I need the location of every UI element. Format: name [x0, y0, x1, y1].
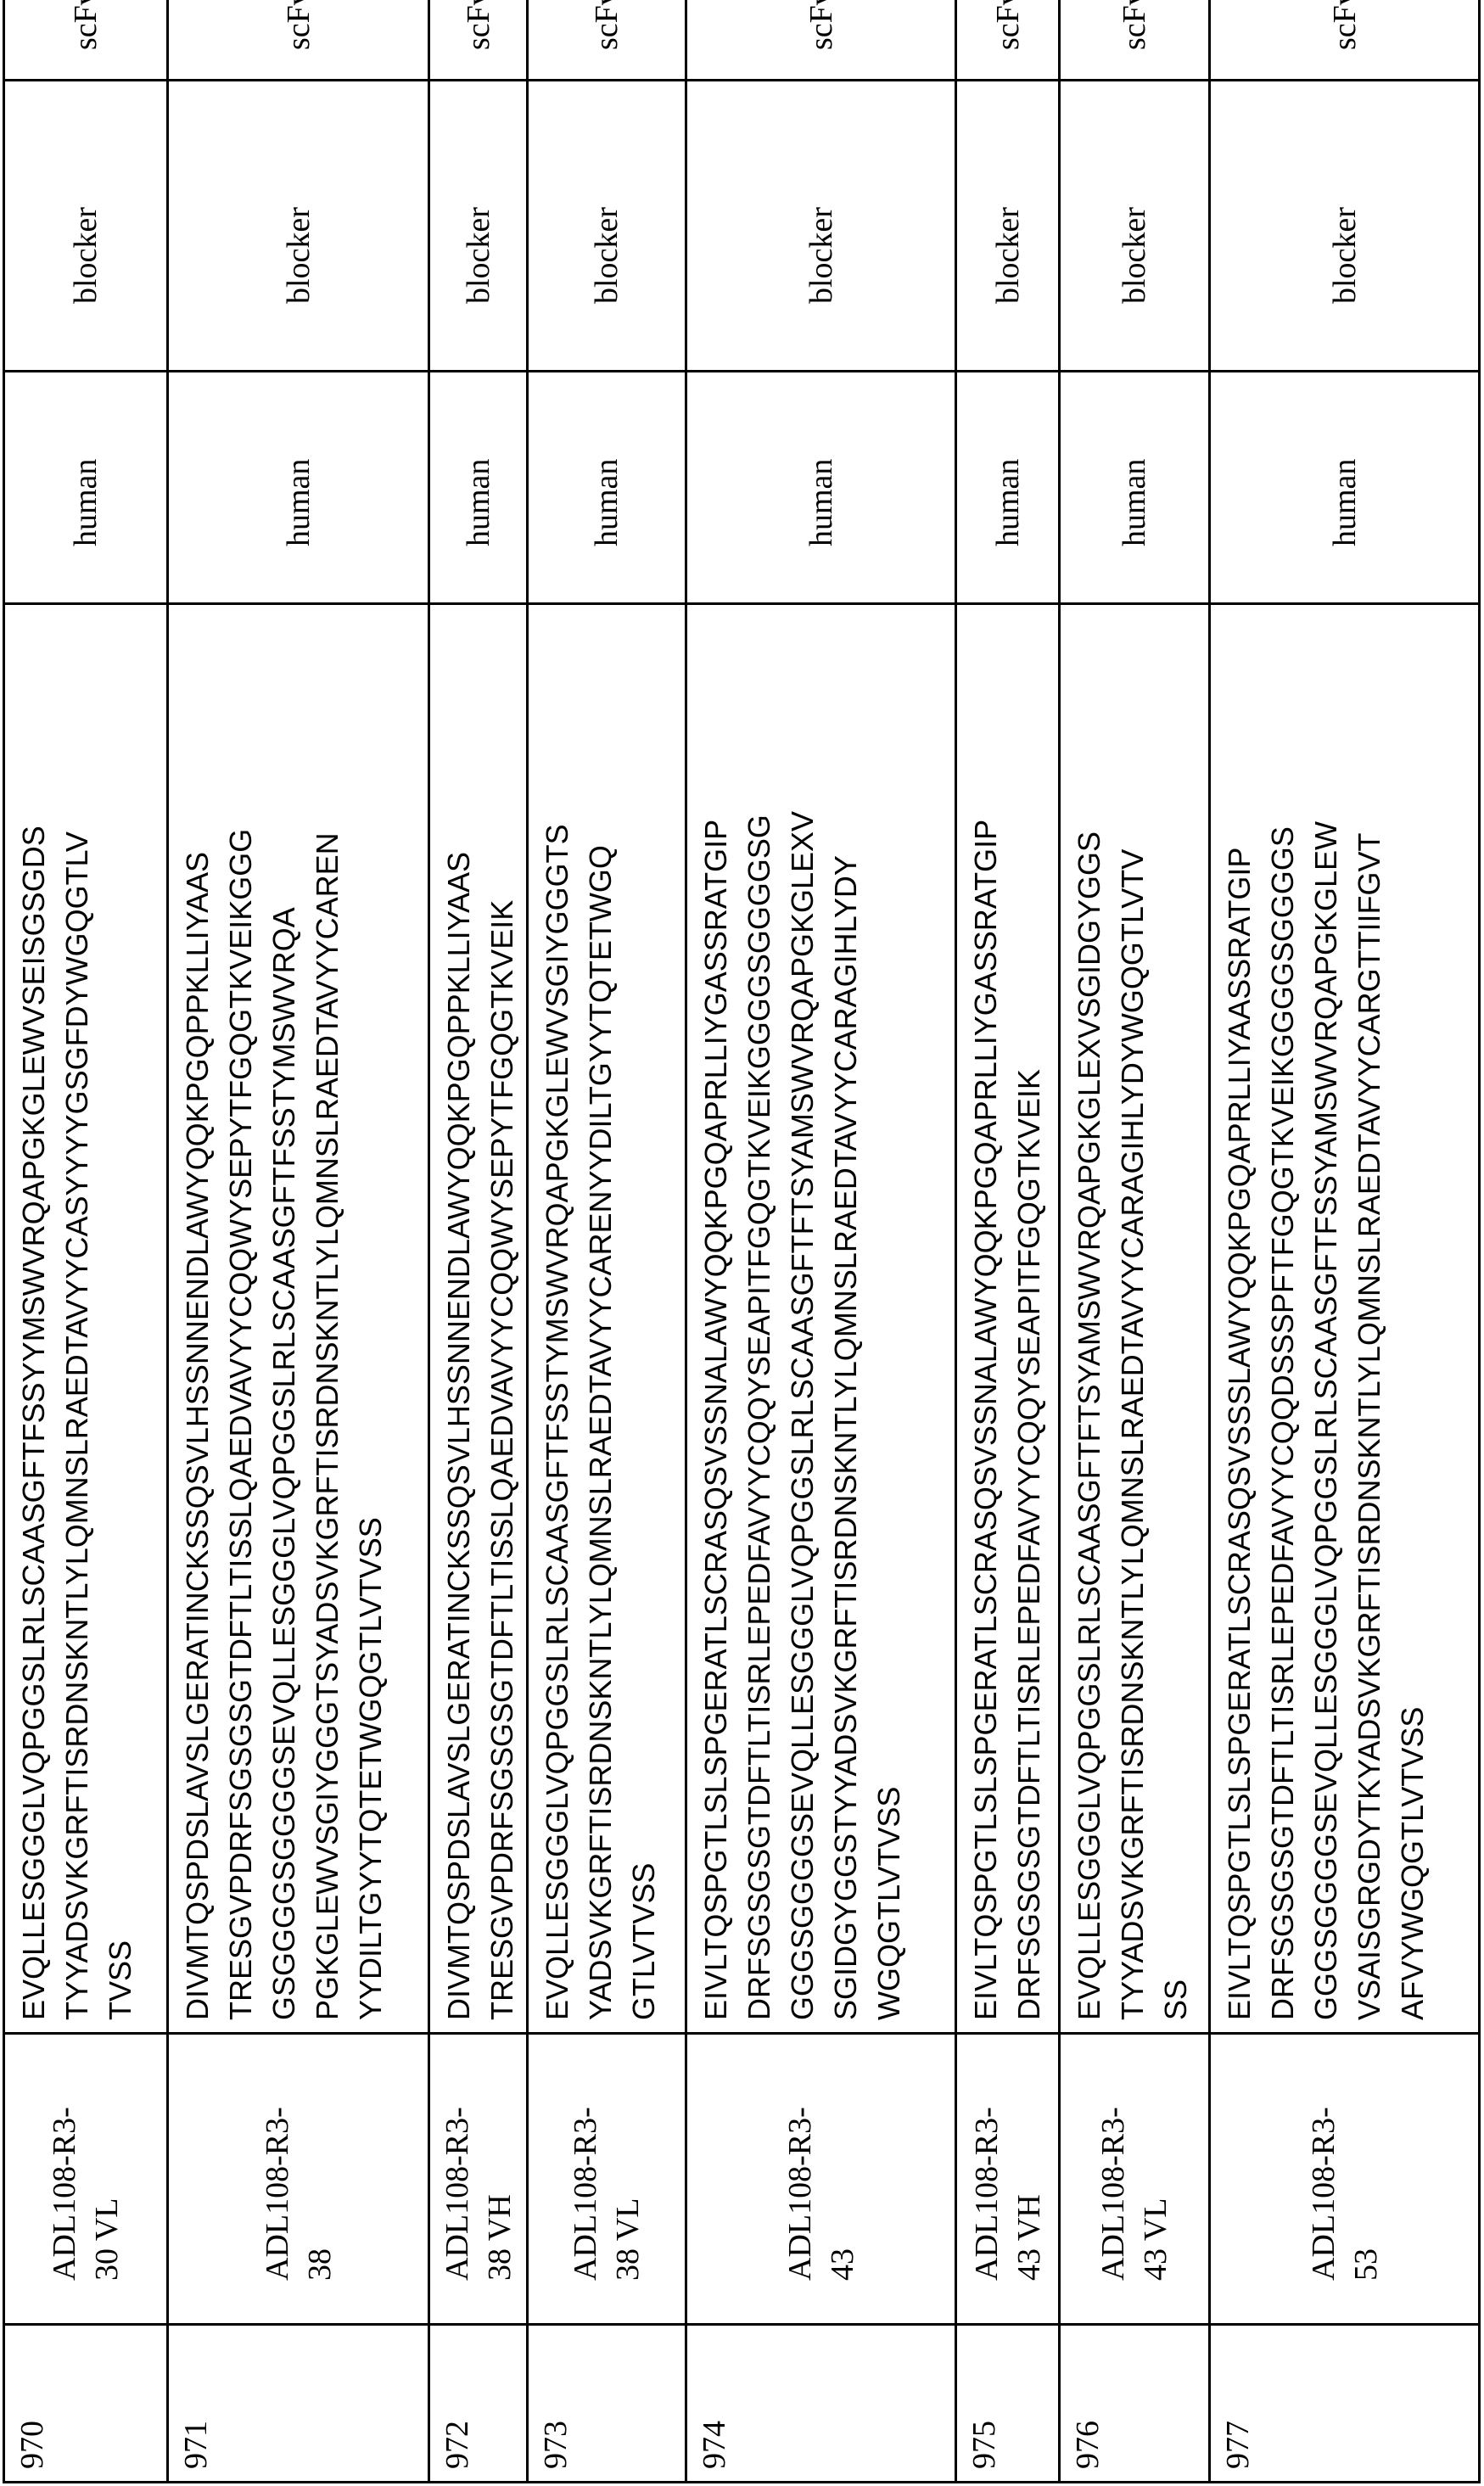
format-cell: scFv: [429, 0, 528, 81]
seq-id-cell: 973: [528, 2325, 686, 2483]
table-row: [4, 0, 168, 2483]
seq-id-cell: 976: [1060, 2325, 1210, 2483]
table-row: [686, 0, 956, 2483]
construct-name-line: ADL108-R3-: [1302, 2035, 1345, 2281]
construct-name-line: ADL108-R3-: [43, 2035, 86, 2281]
construct-name-line: 43 VH: [1008, 2035, 1050, 2281]
format-cell: scFv: [168, 0, 429, 81]
species-cell: human: [528, 372, 686, 604]
sequence-line: EIVLTQSPGTLSLSPGERATLSCRASQSVSSSLAWYQQKPGQAPRLLIYAASSRATGIP: [1218, 605, 1261, 2020]
construct-name-line: 43 VL: [1134, 2035, 1177, 2281]
type-cell: blocker: [686, 81, 956, 372]
construct-name-cell: [1210, 2034, 1480, 2325]
sequence-line: DRFSGSGSGTDFTLTISRLEPEDFAVYYCQQYSEAPITFGQGTKVEIK: [1007, 605, 1050, 2020]
sequence-line: DIVMTQSPDSLAVSLGERATINCKSSQSVLHSSNNENDLAWYQQKPGQPPKLLIYAAS: [437, 605, 480, 2020]
construct-name-line: 38: [299, 2035, 341, 2281]
sequence-line: TYYADSVKGRFTISRDNSKNTLYLQMNSLRAEDTAVYYCASYYYYGSGFDYWGQGTLV: [55, 605, 98, 2020]
table-row: [956, 0, 1060, 2483]
seq-id-cell: 977: [1210, 2325, 1480, 2483]
species-cell: human: [686, 372, 956, 604]
sequence-line: DIVMTQSPDSLAVSLGERATINCKSSQSVLHSSNNENDLAWYQQKPGQPPKLLIYAAS: [176, 605, 219, 2020]
format-cell: scFv: [4, 0, 168, 81]
construct-name-line: 38 VL: [607, 2035, 649, 2281]
construct-name-cell: [1060, 2034, 1210, 2325]
sequence-line: EVQLLESGGGLVQPGGSLRLSCAASGFTFSSYYMSWVRQAPGKGLEWVSEISGSGDS: [12, 605, 55, 2020]
sequence-line: YADSVKGRFTISRDNSKNTLYLQMNSLRAEDTAVYYCARENYYDILTGYYTQTETWGQ: [579, 605, 622, 2020]
construct-name-line: ADL108-R3-: [256, 2035, 299, 2281]
construct-name-line: 53: [1345, 2035, 1387, 2281]
sequence-cell: [686, 604, 956, 2034]
seq-id-cell: 975: [956, 2325, 1060, 2483]
format-cell: scFv: [528, 0, 686, 81]
format-cell: scFv: [956, 0, 1060, 81]
type-cell: blocker: [429, 81, 528, 372]
sequence-line: GGGSGGGGSEVQLLESGGGLVQPGGSLRLSCAASGFTFSSYAMSWVRQAPGKGLEW: [1304, 605, 1347, 2020]
sequence-line: TRESGVPDRFSGSGSGTDFTLTISSLQAEDVAVYYCQQWYSEPYTFGQGTKVEIK: [480, 605, 524, 2020]
table-row: [528, 0, 686, 2483]
sequence-cell: [168, 604, 429, 2034]
seq-id-cell: 974: [686, 2325, 956, 2483]
sequence-line: SGIDGYGGSTYYADSVKGRFTISRDNSKNTLYLQMNSLRAEDTAVYYCARAGIHLYDY: [824, 605, 867, 2020]
sequence-line: EVQLLESGGGLVQPGGSLRLSCAASGFTFTSYAMSWVRQAPGKGLEXVSGIDGYGGS: [1067, 605, 1111, 2020]
construct-name-cell: [429, 2034, 528, 2325]
seq-id-cell: 970: [4, 2325, 168, 2483]
rotated-page: [0, 0, 1484, 2486]
type-cell: blocker: [956, 81, 1060, 372]
sequence-table: [3, 0, 1481, 2483]
construct-name-line: ADL108-R3-: [564, 2035, 607, 2281]
table-row: [429, 0, 528, 2483]
table-row: [168, 0, 429, 2483]
construct-name-line: ADL108-R3-: [1092, 2035, 1134, 2281]
sequence-line: SS: [1154, 605, 1197, 2020]
seq-id-cell: 972: [429, 2325, 528, 2483]
sequence-line: GTLVTVSS: [622, 605, 665, 2020]
type-cell: blocker: [4, 81, 168, 372]
table-row: [1210, 0, 1480, 2483]
table-row: [1060, 0, 1210, 2483]
sequence-cell: [4, 604, 168, 2034]
construct-name-line: 43: [821, 2035, 864, 2281]
type-cell: blocker: [528, 81, 686, 372]
sequence-line: GGGSGGGGSEVQLLESGGGLVQPGGSLRLSCAASGFTFTSYAMSWVRQAPGKGLEXV: [781, 605, 824, 2020]
sequence-line: EVQLLESGGGLVQPGGSLRLSCAASGFTFSSTYMSWVRQAPGKGLEWVSGIYGGGTS: [535, 605, 579, 2020]
sequence-line: TYYADSVKGRFTISRDNSKNTLYLQMNSLRAEDTAVYYCARAGIHLYDYWGQGTLVTV: [1111, 605, 1154, 2020]
format-cell: scFv: [1210, 0, 1480, 81]
sequence-cell: [1060, 604, 1210, 2034]
format-cell: scFv: [686, 0, 956, 81]
sequence-cell: [1210, 604, 1480, 2034]
sequence-line: WGQGTLVTVSS: [867, 605, 910, 2020]
construct-name-line: ADL108-R3-: [779, 2035, 821, 2281]
species-cell: human: [1210, 372, 1480, 604]
sequence-line: AFVYWGQGTLVTVSS: [1391, 605, 1434, 2020]
species-cell: human: [4, 372, 168, 604]
seq-id-cell: 971: [168, 2325, 429, 2483]
sequence-line: YYDILTGYYTQTETWGQGTLVTVSS: [349, 605, 392, 2020]
construct-name-line: 30 VL: [86, 2035, 128, 2281]
sequence-line: DRFSGSGSGTDFTLTISRLEPEDFAVYYCQQYSEAPITFGQGTKVEIKGGGGSGGGGSG: [737, 605, 781, 2020]
sequence-cell: [429, 604, 528, 2034]
species-cell: human: [1060, 372, 1210, 604]
construct-name-cell: [686, 2034, 956, 2325]
type-cell: blocker: [1210, 81, 1480, 372]
construct-name-cell: [4, 2034, 168, 2325]
sequence-line: GSGGGGSGGGGSEVQLLESGGGLVQPGGSLRLSCAASGFTFSSTYMSWVRQA: [262, 605, 305, 2020]
species-cell: human: [956, 372, 1060, 604]
sequence-line: TVSS: [98, 605, 142, 2020]
construct-name-cell: [528, 2034, 686, 2325]
construct-name-line: ADL108-R3-: [436, 2035, 479, 2281]
format-cell: scFv: [1060, 0, 1210, 81]
type-cell: blocker: [1060, 81, 1210, 372]
species-cell: human: [429, 372, 528, 604]
construct-name-line: 38 VH: [479, 2035, 521, 2281]
construct-name-cell: [956, 2034, 1060, 2325]
sequence-line: PGKGLEWVSGIYGGGTSYADSVKGRFTISRDNSKNTLYLQMNSLRAEDTAVYYCAREN: [305, 605, 349, 2020]
sequence-line: EIVLTQSPGTLSLSPGERATLSCRASQSVSSNALAWYQQKPGQAPRLLIYGASSRATGIP: [694, 605, 737, 2020]
construct-name-cell: [168, 2034, 429, 2325]
type-cell: blocker: [168, 81, 429, 372]
sequence-line: TRESGVPDRFSGSGSGTDFTLTISSLQAEDVAVYYCQQWYSEPYTFGQGTKVEIKGGG: [219, 605, 262, 2020]
sequence-cell: [528, 604, 686, 2034]
construct-name-line: ADL108-R3-: [966, 2035, 1008, 2281]
species-cell: human: [168, 372, 429, 604]
sequence-cell: [956, 604, 1060, 2034]
sequence-line: DRFSGSGSGTDFTLTISRLEPEDFAVYYCQQDSSSPFTFGQGTKVEIKGGGGSGGGGS: [1261, 605, 1304, 2020]
sequence-line: VSAISGRGDYTKYADSVKGRFTISRDNSKNTLYLQMNSLRAEDTAVYYCARGTTIIFGVT: [1347, 605, 1391, 2020]
sequence-line: EIVLTQSPGTLSLSPGERATLSCRASQSVSSNALAWYQQKPGQAPRLLIYGASSRATGIP: [964, 605, 1007, 2020]
